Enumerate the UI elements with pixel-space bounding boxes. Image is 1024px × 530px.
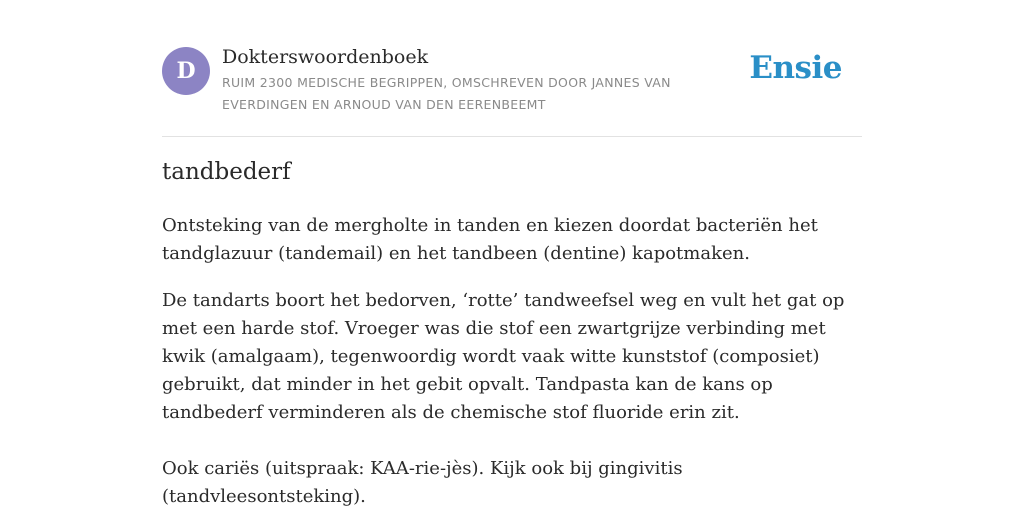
entry-term: tandbederf bbox=[162, 159, 291, 185]
source-avatar[interactable]: D bbox=[162, 47, 210, 95]
definition-paragraph: Ook cariës (uitspraak: KAA-rie-jès). Kijk ook bij gingivitis (tandvleesontsteking). bbox=[162, 458, 683, 507]
definition-paragraph: Ontsteking van de mergholte in tanden en kiezen doordat bacteriën het tandglazuur (tandemail) en het tandbeen (dentine) kapotmaken. bbox=[162, 215, 818, 264]
source-header bbox=[162, 0, 862, 137]
entry-definition bbox=[162, 212, 862, 530]
page-container bbox=[162, 0, 862, 507]
source-title[interactable]: Dokterswoordenboek bbox=[222, 46, 429, 68]
definition-paragraph: De tandarts boort het bedorven, ‘rotte’ tandweefsel weg en vult het gat op met een harde stof. Vroeger was die stof een zwartgrijze verbinding met kwik (amalgaam), tegenwoordig wordt vaak witte kunststof (composiet) gebruikt, dat minder in het gebit opvalt. Tandpasta kan de kans op tandbederf verminderen als de chemische stof fluoride erin zit. bbox=[162, 290, 845, 423]
ensie-logo[interactable]: Ensie bbox=[749, 50, 842, 86]
source-description: RUIM 2300 MEDISCHE BEGRIPPEN, OMSCHREVEN DOOR JANNES VAN EVERDINGEN EN ARNOUD VAN DEN EERENBEEMT bbox=[222, 75, 671, 112]
paragraph-gap bbox=[162, 427, 862, 455]
